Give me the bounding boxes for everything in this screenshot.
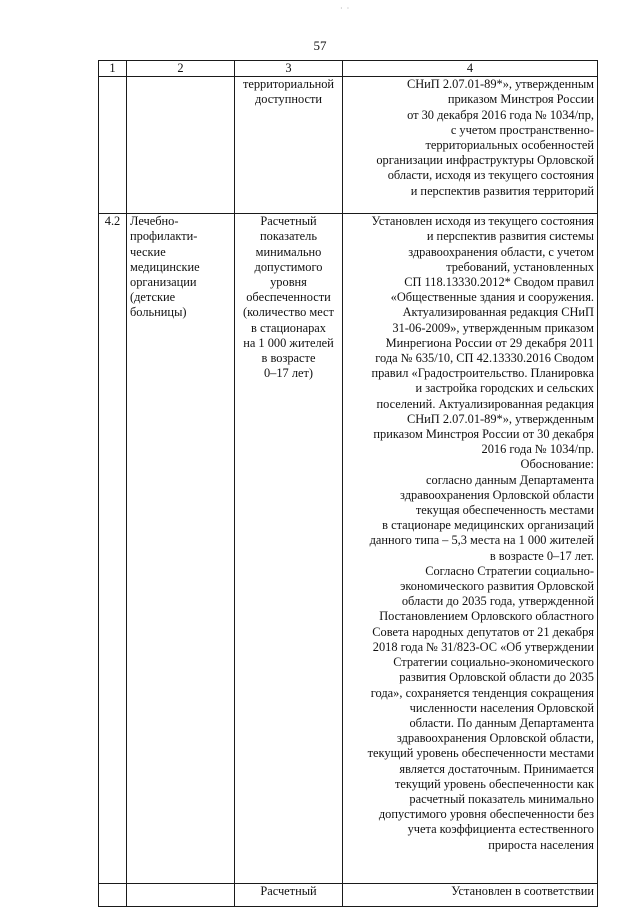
next-justification-text: Установлен в соответствии — [451, 884, 594, 899]
table-row-next — [99, 884, 598, 907]
text-line: 0–17 лет) — [263, 366, 314, 381]
header-col-2: 2 — [127, 61, 235, 77]
text-line: и застройка городских и сельских — [415, 381, 594, 396]
next-indicator-text: Расчетный — [260, 884, 317, 899]
text-line: приказом Минстроя России от 30 декабря — [373, 427, 594, 442]
text-line: организации — [130, 275, 197, 290]
cont-col-4 — [343, 77, 598, 214]
text-line: года № 635/10, СП 42.13330.2016 Сводом — [375, 351, 594, 366]
text-line: организации инфраструктуры Орловской — [376, 153, 594, 168]
text-line: СНиП 2.07.01-89*», утвержденным — [406, 77, 594, 92]
text-line: территориальных особенностей — [425, 138, 594, 153]
text-line: здравоохранения области, с учетом — [408, 244, 594, 259]
text-line: является достаточным. Принимается — [399, 761, 594, 776]
table-header-row — [99, 61, 598, 77]
text-line: текущий уровень обеспеченности как — [394, 776, 594, 791]
object-type-cell — [127, 214, 235, 884]
text-line: численности населения Орловской — [409, 700, 594, 715]
text-line: в возрасте — [261, 351, 316, 366]
text-line: поселений. Актуализированная редакция — [376, 396, 594, 411]
text-line: (количество мест — [243, 305, 334, 320]
text-line: Расчетный — [260, 214, 317, 229]
text-line: Обоснование: — [520, 457, 594, 472]
text-line: 2016 года № 1034/пр. — [481, 442, 594, 457]
text-line: уровня — [270, 275, 307, 290]
cont-col-2 — [127, 77, 235, 214]
table-row-continuation — [99, 77, 598, 214]
text-line: требований, установленных — [446, 259, 594, 274]
text-line: ческие — [130, 244, 166, 259]
text-line: текущий уровень обеспеченности местами — [367, 746, 594, 761]
row-number: 4.2 — [99, 214, 127, 884]
page-number: 57 — [313, 38, 327, 53]
indicator-cell — [235, 214, 343, 884]
text-line: в стационарах — [251, 320, 326, 335]
text-line: экономического развития Орловской — [400, 579, 594, 594]
text-line: области. По данным Департамента — [409, 715, 594, 730]
cont-col-3 — [235, 77, 343, 214]
text-line: Актуализированная редакция СНиП — [402, 305, 594, 320]
text-line: допустимого — [254, 259, 323, 274]
text-line: профилакти- — [130, 229, 198, 244]
text-line: Согласно Стратегии социально- — [425, 563, 594, 578]
text-line: учета коэффициента естественного — [407, 822, 594, 837]
text-line: здравоохранения Орловской области, — [396, 731, 594, 746]
text-line: обеспеченности — [246, 290, 331, 305]
justification-cell — [343, 214, 598, 884]
text-line: на 1 000 жителей — [243, 335, 334, 350]
text-line: в возрасте 0–17 лет. — [489, 548, 594, 563]
text-line: 2018 года № 31/823-ОС «Об утверждении — [372, 639, 594, 654]
cont-col-1 — [99, 77, 127, 214]
text-line: здравоохранения Орловской области — [400, 487, 594, 502]
text-line: (детские — [130, 290, 176, 305]
text-line: области до 2035 года, утвержденной — [401, 594, 594, 609]
text-line: согласно данным Департамента — [426, 472, 594, 487]
regulation-table — [98, 60, 598, 907]
text-line: Стратегии социально-экономического — [393, 655, 594, 670]
text-line: 31-06-2009», утвержденным приказом — [392, 320, 594, 335]
text-line: минимально — [255, 244, 322, 259]
text-line: от 30 декабря 2016 года № 1034/пр, — [407, 107, 594, 122]
text-line: Установлен исходя из текущего состояния — [371, 214, 594, 229]
scan-mark: · · — [340, 4, 351, 13]
text-line: области, исходя из текущего состояния — [387, 168, 594, 183]
next-indicator-cell — [235, 884, 343, 907]
text-line: доступности — [254, 92, 323, 107]
text-line: допустимого уровня обеспеченности без — [378, 807, 594, 822]
text-line: приказом Минстроя России — [447, 92, 594, 107]
header-col-4: 4 — [343, 61, 598, 77]
text-line: текущая обеспеченность местами — [415, 503, 594, 518]
next-justification-cell — [343, 884, 598, 907]
header-col-3: 3 — [235, 61, 343, 77]
text-line: показатель — [260, 229, 317, 244]
text-line: Постановлением Орловского областного — [379, 609, 594, 624]
text-line: СП 118.13330.2012* Сводом правил — [404, 275, 594, 290]
text-line: и перспектив развития системы — [426, 229, 594, 244]
text-line: больницы) — [130, 305, 187, 320]
text-line: с учетом пространственно- — [450, 122, 594, 137]
text-line: Лечебно- — [130, 214, 179, 229]
text-line: и перспектив развития территорий — [410, 183, 594, 198]
next-col-1 — [99, 884, 127, 907]
text-line: правил «Градостроительство. Планировка — [371, 366, 594, 381]
next-col-2 — [127, 884, 235, 907]
text-line: медицинские — [130, 259, 200, 274]
text-line: СНиП 2.07.01-89*», утвержденным — [406, 411, 594, 426]
text-line: Минрегиона России от 29 декабря 2011 — [385, 335, 594, 350]
text-line: развития Орловской области до 2035 — [399, 670, 594, 685]
table-row-4-2 — [99, 214, 598, 884]
header-col-1: 1 — [99, 61, 127, 77]
text-line: года», сохраняется тенденция сокращения — [370, 685, 594, 700]
text-line: расчетный показатель минимально — [409, 791, 594, 806]
text-line: территориальной — [242, 77, 335, 92]
text-line: в стационаре медицинских организаций — [382, 518, 594, 533]
text-line: Совета народных депутатов от 21 декабря — [372, 624, 594, 639]
text-line: данного типа – 5,3 места на 1 000 жителей — [369, 533, 594, 548]
text-line: «Общественные здания и сооружения. — [390, 290, 594, 305]
text-line: прироста населения — [488, 837, 594, 852]
